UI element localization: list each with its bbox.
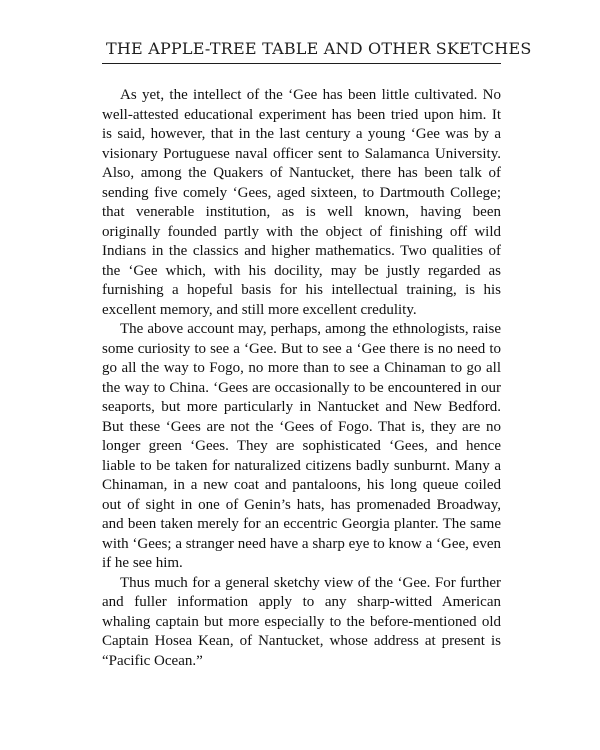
running-head: THE APPLE-TREE TABLE AND OTHER SKETCHES bbox=[106, 39, 532, 58]
body-text bbox=[102, 86, 501, 671]
paragraph-account: The above account may, perhaps, among the ethnologists, raise some curiosity to see a ‘Gee. But to see a ‘Gee there is no need to go all the way to Fogo, no more than to see a Chinaman to go all the way to China. ‘Gees are occasionally to be encountered in our seaports, but more particularly in Nantucket and New Bedford. But these ‘Gees are not the ‘Gees of Fogo. That is, they are no longer green ‘Gees. They are sophisticated ‘Gees, and hence liable to be taken for naturalized citizens badly sunburnt. Many a Chinaman, in a new coat and pantaloons, his long queue coiled out of sight in one of Genin’s hats, has promenaded Broadway, and been taken merely for an eccentric Georgia planter. The same with ‘Gees; a stranger need have a sharp eye to know a ‘Gee, even if he see him. bbox=[102, 321, 501, 571]
paragraph-summary: Thus much for a general sketchy view of the ‘Gee. For further and fuller information apply to any sharp-witted American whaling captain but more especially to the before-mentioned old Captain Hosea Kean, of Nantucket, whose address at present is “Pacific Ocean.” bbox=[102, 574, 501, 669]
paragraph-intellect: As yet, the intellect of the ‘Gee has been little cultivated. No well-attested educational experiment has been tried upon him. It is said, however, that in the last century a young ‘Gee was by a visionary Portuguese naval officer sent to Salamanca University. Also, among the Quakers of Nantucket, there has been talk of sending five comely ‘Gees, aged sixteen, to Dartmouth College; that venerable institution, as is well known, having been originally founded partly with the object of finishing off wild Indians in the classics and higher mathematics. Two qualities of the ‘Gee which, with his docility, may be justly regarded as furnishing a hopeful basis for his intellectual training, is his excellent memory, and still more excellent credulity. bbox=[102, 87, 501, 318]
header-rule bbox=[102, 63, 501, 64]
